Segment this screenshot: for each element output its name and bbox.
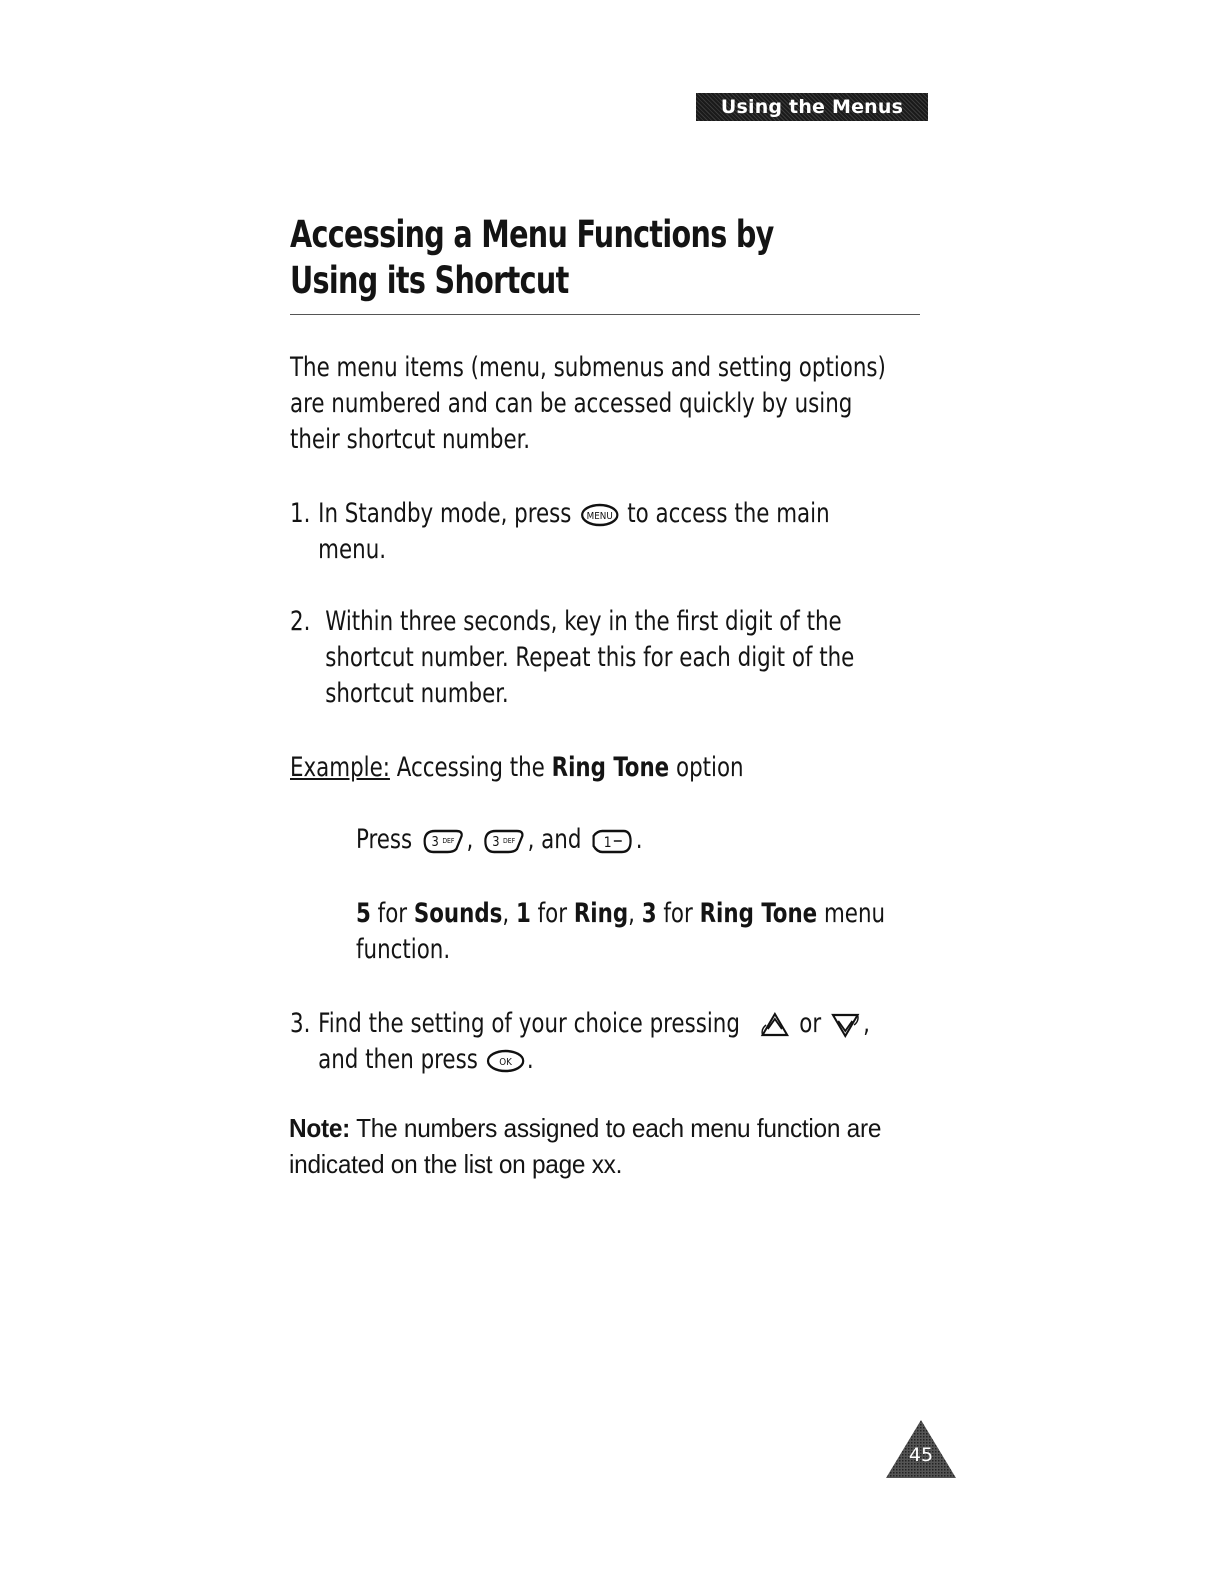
- step-text: In Standby mode, press: [318, 498, 572, 529]
- key-3-icon: [482, 828, 526, 854]
- for-label: for: [377, 898, 408, 929]
- page-number: 45: [908, 1444, 934, 1466]
- separator: .: [635, 824, 643, 855]
- page-number-badge: [884, 1418, 958, 1480]
- svg-text:OK: OK: [499, 1056, 513, 1068]
- ok-key-icon: [486, 1048, 525, 1074]
- separator: ,: [863, 1008, 870, 1039]
- menu-name: Ring Tone: [699, 898, 818, 929]
- step-number: 2.: [290, 606, 311, 637]
- svg-text:DEF: DEF: [441, 836, 455, 845]
- note-text: The numbers assigned to each menu function are indicated on the list on page xx.: [289, 1113, 882, 1179]
- example-option: Ring Tone: [551, 752, 670, 783]
- mapping-tail: menu function.: [356, 898, 886, 965]
- down-key-icon: [830, 1011, 862, 1039]
- digit: 5: [356, 898, 371, 929]
- svg-text:3: 3: [431, 833, 439, 849]
- example-text: Accessing the: [396, 752, 545, 783]
- key-1-icon: [590, 828, 634, 854]
- title-divider: [290, 314, 920, 315]
- intro-paragraph: The menu items (menu, submenus and setting options) are numbered and can be accessed quickly by using their shortcut number.: [290, 352, 886, 455]
- key-sequence: [356, 822, 884, 858]
- separator: ,: [527, 824, 535, 855]
- step-text: and then press: [318, 1044, 478, 1075]
- svg-text:1: 1: [603, 834, 612, 851]
- example-label: Example:: [290, 752, 390, 783]
- for-label: for: [663, 898, 693, 929]
- step-text: to access the main menu.: [318, 498, 830, 565]
- step-number: 1.: [290, 498, 311, 529]
- separator: .: [526, 1044, 534, 1075]
- svg-text:3: 3: [492, 833, 500, 849]
- step-number: 3.: [290, 1008, 311, 1039]
- example-line: [290, 750, 906, 786]
- shortcut-mapping: 5 for Sounds, 1 for Ring, 3 for Ring Tone menu function.: [356, 898, 886, 965]
- svg-text:DEF: DEF: [503, 836, 516, 845]
- digit: 1: [515, 898, 531, 929]
- digit: 3: [641, 898, 657, 929]
- svg-text:MENU: MENU: [586, 510, 613, 522]
- up-key-icon: [759, 1011, 791, 1039]
- example-text: option: [675, 752, 744, 783]
- step-text: Find the setting of your choice pressing: [318, 1008, 740, 1039]
- menu-name: Ring: [573, 898, 629, 929]
- page-title: Accessing a Menu Functions by Using its Shortcut: [290, 213, 774, 302]
- press-label: Press: [356, 824, 413, 855]
- step-text: Within three seconds, key in the first digit of the shortcut number. Repeat this for each digit of the shortcut number.: [325, 606, 855, 709]
- note: [289, 1110, 966, 1182]
- menu-key-icon: [580, 503, 619, 527]
- section-tab: Using the Menus: [696, 93, 928, 121]
- for-label: for: [537, 898, 568, 929]
- and-label: and: [541, 824, 582, 855]
- or-label: or: [799, 1008, 822, 1039]
- key-3-icon: [421, 828, 465, 854]
- note-label: Note:: [289, 1113, 351, 1143]
- separator: ,: [466, 824, 474, 855]
- menu-name: Sounds: [413, 898, 503, 929]
